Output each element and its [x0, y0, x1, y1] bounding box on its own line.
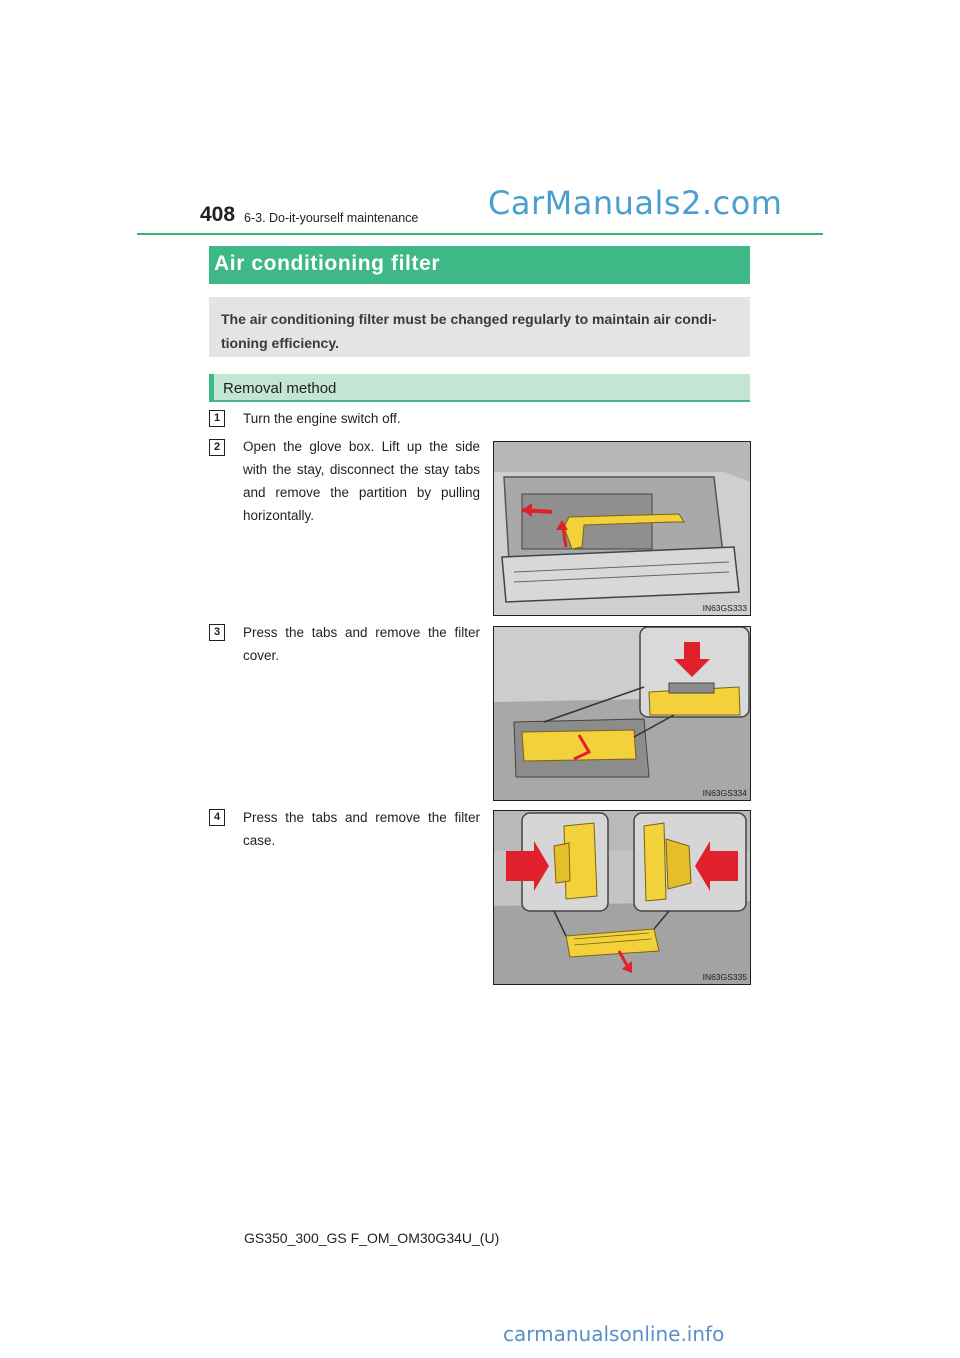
- page-number: 408: [200, 203, 236, 226]
- glove-box-illustration: [494, 442, 750, 615]
- document-id: GS350_300_GS F_OM_OM30G34U_(U): [244, 1230, 500, 1246]
- step-text-3: Press the tabs and remove the filter cover.: [243, 625, 480, 663]
- filter-case-illustration: [494, 811, 750, 984]
- watermark-bottom[interactable]: carmanualsonline.info: [503, 1322, 725, 1346]
- step-text-2: Open the glove box. Lift up the side with the stay, disconnect the stay tabs and remove the partition by pulling horizontally.: [243, 439, 480, 523]
- filter-cover-illustration: [494, 627, 750, 800]
- figure-code-3: IN63GS335: [702, 972, 747, 982]
- step-text-4: Press the tabs and remove the filter case.: [243, 810, 480, 848]
- step-text-1: Turn the engine switch off.: [243, 411, 401, 426]
- figure-glove-box: [493, 441, 751, 616]
- watermark-top[interactable]: CarManuals2.com: [488, 184, 783, 222]
- chapter-title: 6-3. Do-it-yourself maintenance: [244, 211, 419, 225]
- figure-filter-cover: [493, 626, 751, 801]
- section-accent: [209, 374, 214, 402]
- step-number-3: 3: [209, 624, 225, 641]
- figure-filter-case: [493, 810, 751, 985]
- figure-code-2: IN63GS334: [702, 788, 747, 798]
- section-heading: Removal method: [223, 380, 337, 397]
- figure-code-1: IN63GS333: [702, 603, 747, 613]
- step-number-2: 2: [209, 439, 225, 456]
- page-title: Air conditioning filter: [214, 252, 441, 275]
- header-divider: [137, 233, 823, 235]
- step-number-4: 4: [209, 809, 225, 826]
- intro-text: The air conditioning filter must be changed regularly to maintain air condi-tioning efficiency.: [221, 311, 717, 351]
- step-number-1: 1: [209, 410, 225, 427]
